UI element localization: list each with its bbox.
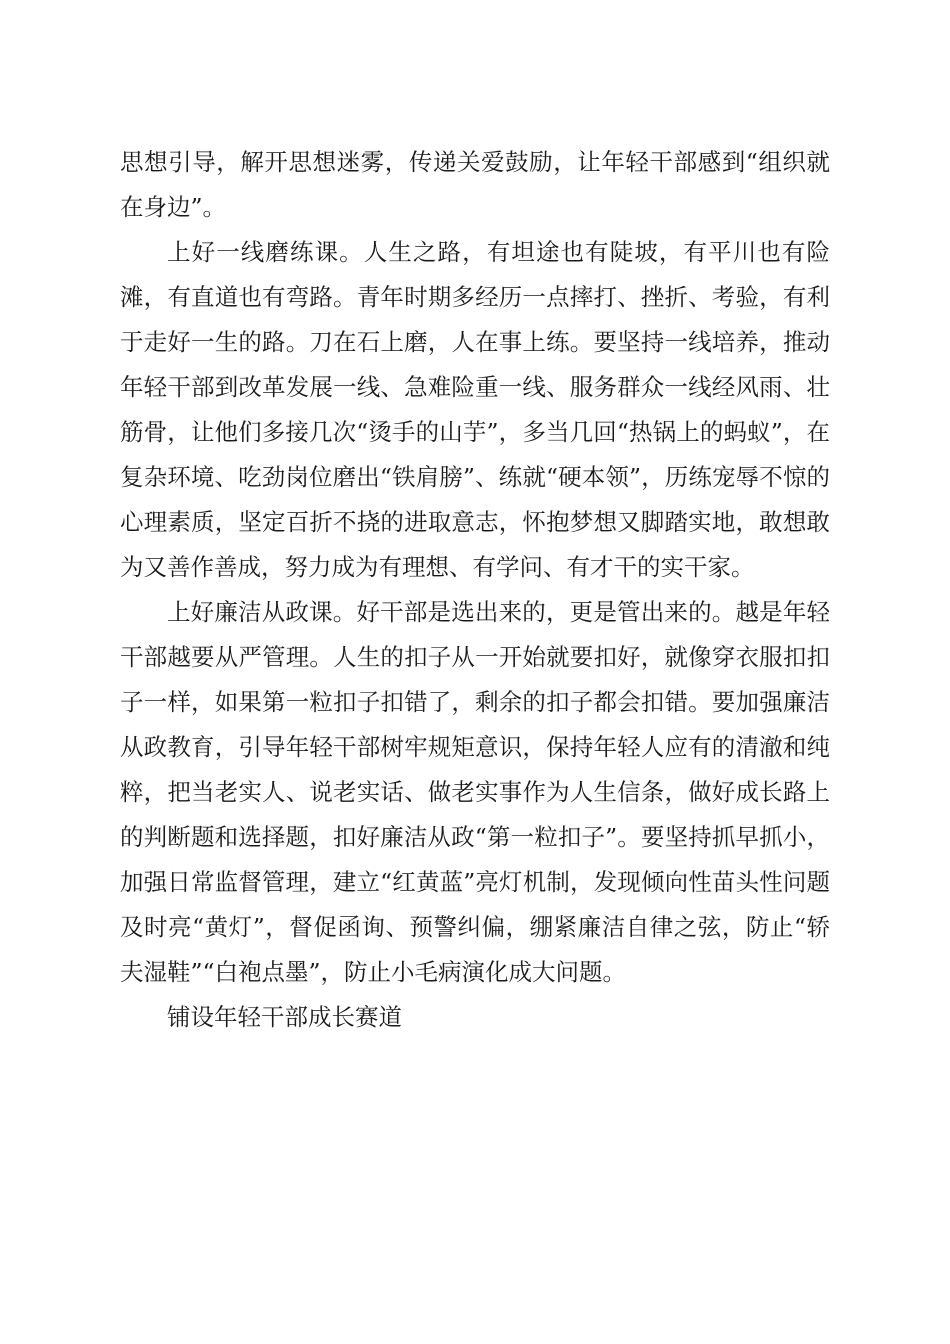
paragraph-frontline-training: 上好一线磨练课。人生之路，有坦途也有陡坡，有平川也有险滩，有直道也有弯路。青年时期多经历一点摔打、挫折、考验，有利于走好一生的路。刀在石上磨，人在事上练。要坚持一线培养，推动年轻干部到改革发展一线、急难险重一线、服务群众一线经风雨、壮筋骨，让他们多接几次“烫手的山芋”，多当几回“热锅上的蚂蚁”，在复杂环境、吃劲岗位磨出“铁肩膀”、练就“硬本领”，历练宠辱不惊的心理素质，坚定百折不挠的进取意志，怀抱梦想又脚踏实地，敢想敢为又善作善成，努力成为有理想、有学问、有才干的实干家。 (120, 238, 830, 581)
section-heading: 铺设年轻干部成长赛道 (167, 1003, 402, 1031)
paragraph-integrity-lesson: 上好廉洁从政课。好干部是选出来的，更是管出来的。越是年轻干部越要从严管理。人生的扣子从一开始就要扣好，就像穿衣服扣扣子一样，如果第一粒扣子扣错了，剩余的扣子都会扣错。要加强廉洁从政教育，引导年轻干部树牢规矩意识，保持年轻人应有的清澈和纯粹，把当老实人、说老实话、做老实事作为人生信条，做好成长路上的判断题和选择题，扣好廉洁从政“第一粒扣子”。要坚持抓早抓小，加强日常监督管理，建立“红黄蓝”亮灯机制，发现倾向性苗头性问题及时亮“黄灯”，督促函询、预警纠偏，绷紧廉洁自律之弦，防止“轿夫湿鞋”“白袍点墨”，防止小毛病演化成大问题。 (120, 598, 830, 986)
document-body (120, 140, 830, 1040)
paragraph-continued: 思想引导，解开思想迷雾，传递关爱鼓励，让年轻干部感到“组织就在身边”。 (120, 148, 830, 221)
